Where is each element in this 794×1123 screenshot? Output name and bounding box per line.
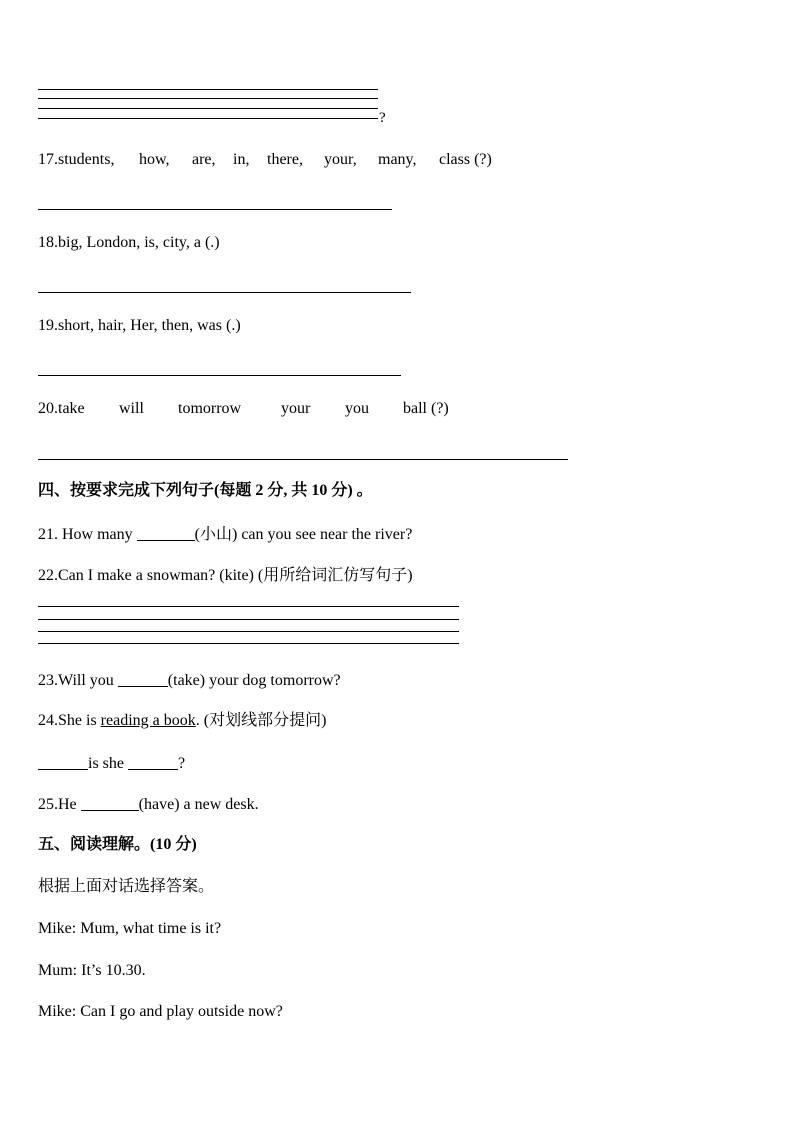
word: there, [267,151,303,168]
question-24-answer: is she ? [38,753,185,774]
fill-blank[interactable] [137,524,195,541]
section-4-heading: 四、按要求完成下列句子(每题 2 分, 共 10 分) 。 [38,482,373,499]
reading-instruction: 根据上面对话选择答案。 [38,878,215,895]
answer-line[interactable] [38,108,378,109]
word: take [58,400,85,417]
word: students, [58,151,115,168]
word: class (?) [439,151,492,168]
answer-line[interactable] [38,459,568,460]
answer-line[interactable] [38,209,392,210]
answer-question-mark: ? [379,110,386,126]
answer-line[interactable] [38,631,459,632]
underlined-phrase: reading a book [100,712,196,729]
answer-line[interactable] [38,118,378,119]
word: your, [324,151,357,168]
dialogue-line: Mike: Can I go and play outside now? [38,1003,283,1020]
answer-line[interactable] [38,89,378,90]
answer-line[interactable] [38,606,459,607]
word: you [345,400,369,417]
word: your [281,400,311,417]
dialogue-line: Mike: Mum, what time is it? [38,920,222,937]
fill-blank[interactable] [118,670,168,687]
word: in, [233,151,250,168]
section-5-heading: 五、阅读理解。(10 分) [38,836,197,853]
fill-blank[interactable] [128,753,178,770]
question-21: 21. How many (小山) can you see near the river? [38,526,413,543]
fill-blank[interactable] [81,794,139,811]
word: are, [192,151,216,168]
fill-blank[interactable] [38,753,88,770]
question-24: 24.She is reading a book. (对划线部分提问) [38,712,327,729]
word: will [119,400,144,417]
answer-line[interactable] [38,643,459,644]
answer-line[interactable] [38,619,459,620]
answer-line[interactable] [38,98,378,99]
question-22: 22.Can I make a snowman? (kite) (用所给词汇仿写句子) [38,567,413,584]
word: many, [378,151,417,168]
answer-line[interactable] [38,292,411,293]
dialogue-line: Mum: It’s 10.30. [38,962,146,979]
word: tomorrow [178,400,242,417]
answer-line[interactable] [38,375,401,376]
question-20: 20.take will tomorrow your you ball (?) [38,400,449,417]
question-18: 18.big, London, is, city, a (.) [38,234,220,251]
question-19: 19.short, hair, Her, then, was (.) [38,317,241,334]
question-25: 25.He (have) a new desk. [38,796,259,813]
word: ball (?) [403,400,449,417]
question-23: 23.Will you (take) your dog tomorrow? [38,672,341,689]
word: how, [139,151,170,168]
question-17: 17.students, how, are, in, there, your, many, class (?) [38,151,492,168]
